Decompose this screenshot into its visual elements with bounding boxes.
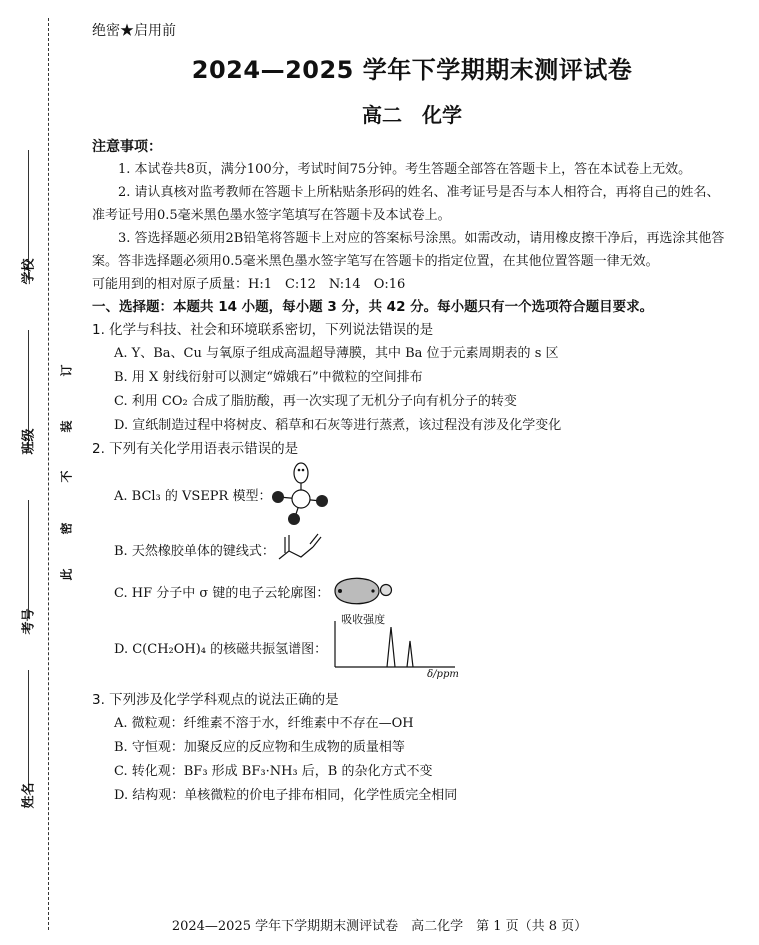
atomic-mass: 可能用到的相对原子质量：H:1 C:12 N:14 O:16 (92, 277, 406, 292)
class-label: 班级 (21, 428, 37, 455)
q1-option-b: B. 用 X 射线衍射可以测定“嫦娥石”中微粒的空间排布 (114, 370, 423, 385)
q3-option-a: A. 微粒观：纤维素不溶于水，纤维素中不存在—OH (114, 716, 414, 731)
q1-option-c: C. 利用 CO₂ 合成了脂肪酸，再一次实现了无机分子向有机分子的转变 (114, 394, 517, 409)
nmr-spectrum (327, 611, 477, 683)
binding-margin (0, 0, 90, 945)
q3-option-d: D. 结构观：单核微粒的价电子排布相同，化学性质完全相同 (114, 788, 458, 803)
q1-option-d: D. 宣纸制造过程中将树皮、稻草和石灰等进行蒸煮，该过程没有涉及化学变化 (114, 418, 562, 433)
secret-mark: 绝密★启用前 (92, 23, 176, 39)
q2-option-d (92, 611, 732, 683)
seal-char-5: 此 (59, 568, 74, 581)
nmr-y-label: 吸收强度 (341, 613, 386, 626)
nmr-x-label: δ/ppm (427, 669, 459, 680)
q2-option-b (92, 527, 732, 571)
sigma-bond-cloud-icon (329, 574, 395, 608)
notice-item-1: 1. 本试卷共8页，满分100分，考试时间75分钟。考生答题全部答在答题卡上，答在本试卷上无效。 (118, 162, 692, 177)
notice-item-2: 2. 请认真核对监考教师在答题卡上所粘贴条形码的姓名、准考证号是否与本人相符合，再将自己的姓名、准考证号用0.5毫米黑色墨水签字笔填写在答题卡及本试卷上。 (92, 185, 720, 223)
seal-char-2: 装 (59, 420, 74, 433)
q2-option-d-text: D. C(CH₂OH)₄ 的核磁共振氢谱图： (114, 641, 328, 657)
q1-option-a: A. Y、Ba、Cu 与氧原子组成高温超导薄膜，其中 Ba 位于元素周期表的 s 区 (114, 346, 559, 361)
name-fill-line[interactable] (28, 670, 29, 790)
exam-no-fill-line[interactable] (28, 500, 29, 618)
q1-stem: 1. 化学与科技、社会和环境联系密切，下列说法错误的是 (92, 322, 434, 338)
section-1-heading: 一、选择题：本题共 14 小题，每小题 3 分，共 42 分。每小题只有一个选项符合题目要求。 (92, 299, 654, 315)
exam-content (92, 20, 732, 808)
notice-heading: 注意事项： (92, 139, 162, 155)
q3-option-c: C. 转化观：BF₃ 形成 BF₃·NH₃ 后，B 的杂化方式不变 (114, 764, 433, 779)
isoprene-skeletal-icon (275, 529, 323, 569)
exam-no-label: 考号 (21, 608, 37, 635)
vsepr-model-icon (271, 461, 333, 527)
q2-stem: 2. 下列有关化学用语表示错误的是 (92, 441, 299, 457)
school-label: 学校 (21, 258, 37, 285)
name-label: 姓名 (21, 782, 37, 809)
notice-item-3: 3. 答选择题必须用2B铅笔将答题卡上对应的答案标号涂黑。如需改动，请用橡皮擦干净后，再选涂其他答案。答非选择题必须用0.5毫米黑色墨水签字笔写在答题卡的指定位置，在其他位置答题一律无效。 (92, 231, 725, 269)
seal-char-4: 密 (59, 522, 74, 535)
q2-option-c (92, 571, 732, 611)
seal-char-3: 不 (59, 470, 74, 483)
seal-char-1: 订 (59, 364, 74, 377)
q3-stem: 3. 下列涉及化学学科观点的说法正确的是 (92, 692, 339, 708)
q3-option-b: B. 守恒观：加聚反应的反应物和生成物的质量相等 (114, 740, 405, 755)
cut-line (48, 18, 49, 930)
page-footer: 2024—2025 学年下学期期末测评试卷 高二化学 第 1 页（共 8 页） (171, 919, 588, 934)
exam-title: 2024—2025 学年下学期期末测评试卷 (191, 56, 633, 84)
q2-option-b-text: B. 天然橡胶单体的键线式： (114, 543, 275, 559)
q2-option-c-text: C. HF 分子中 σ 键的电子云轮廓图： (114, 585, 330, 601)
q2-option-a (92, 461, 732, 527)
exam-subtitle: 高二 化学 (362, 103, 462, 127)
q2-option-a-text: A. BCl₃ 的 VSEPR 模型： (114, 488, 272, 504)
